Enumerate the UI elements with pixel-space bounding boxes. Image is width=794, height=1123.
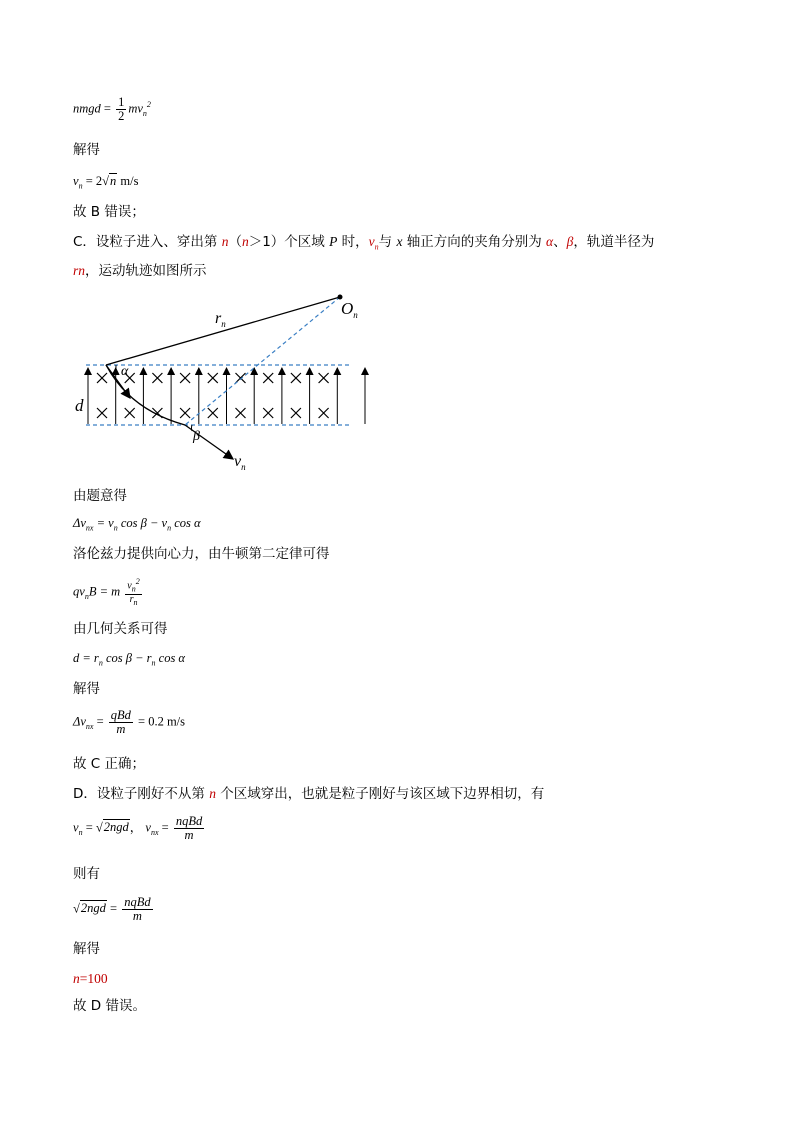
cross-mark: [263, 373, 273, 383]
text-option-d: D．设粒子刚好不从第 n 个区域穿出，也就是粒子刚好与该区域下边界相切，有: [73, 786, 545, 802]
equation-delta-v: $\Delta v_{nx} = v_n$ $\cos \beta - v_n$ cos α: [73, 516, 201, 533]
equation-lorentz: $qv_nB = m$ $\frac{v_n^2}{r_n}$: [73, 577, 140, 608]
label-beta: β: [193, 429, 200, 444]
text-d-wrong: 故 D 错误。: [73, 998, 146, 1014]
cross-mark: [319, 408, 329, 418]
label-d: d: [75, 396, 84, 415]
cross-mark: [97, 408, 107, 418]
cross-mark: [97, 373, 107, 383]
text-jiede-3: 解得: [73, 941, 100, 957]
cross-mark: [291, 373, 301, 383]
label-alpha: α: [121, 364, 129, 379]
text-c-right: 故 C 正确；: [73, 756, 146, 772]
result-n: n=100: [73, 971, 108, 986]
cross-mark: [236, 408, 246, 418]
radius-line: [106, 297, 340, 365]
text-jihe: 由几何关系可得: [73, 621, 168, 637]
text-youti: 由题意得: [73, 488, 127, 504]
trajectory-figure: [0, 285, 794, 485]
beta-arc: [191, 425, 192, 431]
cross-mark: [152, 373, 162, 383]
equation-equal: √2ngd = $\frac{\text{nqBd}}{m}$: [73, 895, 151, 923]
equation-tangent: $v_n = √2ngd$， $v_{nx}$ = $\frac{\text{nqBd}}{m}$: [73, 814, 203, 842]
radius-dashed: [185, 297, 340, 425]
text-b-wrong: 故 B 错误；: [73, 204, 145, 220]
cross-mark: [125, 408, 135, 418]
text-jiede-1: 解得: [73, 142, 100, 158]
cross-mark: [291, 408, 301, 418]
label-vn: $v_n$: [234, 453, 246, 472]
cross-mark: [180, 373, 190, 383]
cross-mark: [263, 408, 273, 418]
cross-mark: [208, 373, 218, 383]
text-option-c: C．设粒子进入、穿出第 n（n＞1）个区域 P 时，$v_n$与 x 轴正方向的夹角分别为 α、β，轨道半径为: [73, 234, 655, 252]
equation-vn: $v_n = 2√n$ m/s: [73, 174, 139, 191]
cross-mark: [180, 408, 190, 418]
text-zeyou: 则有: [73, 866, 100, 882]
fraction-half: $\frac{1}{2}$: [118, 95, 125, 123]
magnetic-field-crosses: [97, 373, 329, 418]
equation-geometry: $d = r_n$ $\cos \beta - r_n$ cos α: [73, 651, 185, 668]
cross-mark: [208, 408, 218, 418]
label-rn: $r_n$: [215, 310, 226, 329]
text-lorentz: 洛伦兹力提供向心力，由牛顿第二定律可得: [73, 546, 330, 562]
text-jiede-2: 解得: [73, 681, 100, 697]
label-On: $O_n$: [341, 299, 358, 320]
equation-energy: nmgd = $\frac{1}{2}$ $mv_n^2$: [73, 95, 151, 123]
cross-mark: [319, 373, 329, 383]
trajectory-arc: [106, 365, 185, 425]
text-option-c-cont: rn，运动轨迹如图所示: [73, 263, 207, 279]
equation-delta-v-result: $\Delta v_{nx}$ = $\frac{\text{qBd}}{m}$ = 0.2 m/s: [73, 708, 186, 736]
